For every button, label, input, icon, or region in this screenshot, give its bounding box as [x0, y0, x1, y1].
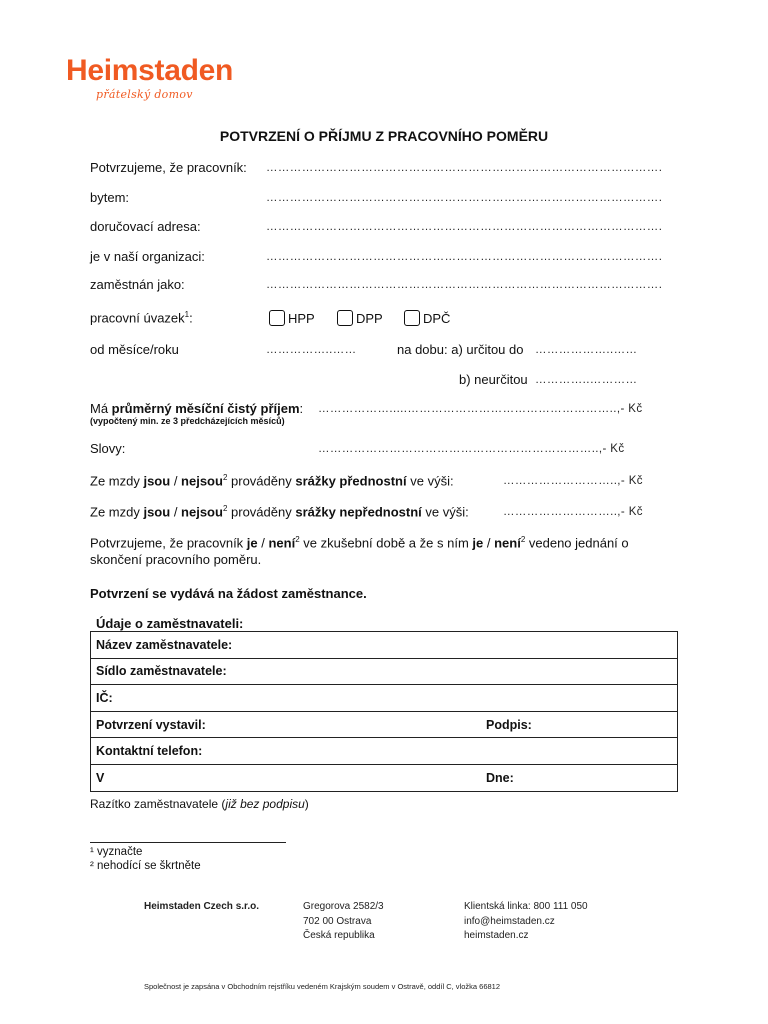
logo-tagline: přátelský domov [96, 88, 193, 101]
period-fixed-label: na dobu: a) určitou do [397, 342, 524, 357]
table-row [91, 658, 678, 685]
period-fixed-field[interactable]: ………………..…… [535, 344, 638, 356]
contract-option-dpp[interactable]: DPP [337, 310, 383, 326]
footer-address: Gregorova 2582/3 702 00 Ostrava Česká republika [303, 901, 384, 941]
stamp-note: Razítko zaměstnavatele (již bez podpisu) [90, 797, 309, 811]
date-cell[interactable]: Dne: [481, 764, 678, 791]
employer-heading: Údaje o zaměstnavateli: [96, 616, 244, 631]
period-indefinite-label: b) neurčitou [459, 372, 528, 387]
document-title: POTVRZENÍ O PŘÍJMU Z PRACOVNÍHO POMĚRU [219, 128, 549, 144]
residence-field[interactable]: ………………………………………………………………………………………. [266, 192, 663, 204]
signature-cell[interactable]: Podpis: [481, 711, 678, 738]
worker-field[interactable]: ………………………………………………………………………………………. [266, 162, 663, 174]
income-note: (vypočtený min. ze 3 předcházejících měsíců) [90, 416, 285, 426]
contract-label: pracovní úvazek$^1$: [90, 310, 193, 326]
period-indefinite-field[interactable]: …………..………… [535, 374, 638, 386]
worker-label: Potvrzujeme, že pracovník: [90, 160, 247, 175]
delivery-address-label: doručovací adresa: [90, 219, 201, 234]
table-row [91, 632, 678, 659]
footer-registry: Společnost je zapsána v Obchodním rejstříku vedeném Krajským soudem v Ostravě, oddíl C, vložka 66812 [144, 982, 501, 991]
position-field[interactable]: ………………………………………………………………………………………. [266, 279, 663, 291]
checkbox-dpc[interactable] [404, 310, 420, 326]
income-field[interactable]: ……………….....……………………………………………..,- Kč [318, 403, 643, 415]
footnote-1: ¹ vyznačte [90, 846, 143, 858]
organization-field[interactable]: ………………………………………………………………………………………. [266, 251, 663, 263]
probation-statement-line2: skončení pracovního poměru. [90, 552, 262, 567]
footnote-2: ² nehodící se škrtněte [90, 860, 201, 872]
issued-by-cell[interactable]: Potvrzení vystavil: [91, 711, 482, 738]
nonpriority-deduction-label: Ze mzdy jsou / nejsou$^2$ prováděny srážky nepřednostní ve výši: [90, 504, 469, 520]
contract-option-hpp[interactable]: HPP [269, 310, 315, 326]
footnote-separator [90, 842, 286, 843]
request-note: Potvrzení se vydává na žádost zaměstnance. [90, 586, 367, 601]
position-label: zaměstnán jako: [90, 277, 185, 292]
period-from-label: od měsíce/roku [90, 342, 179, 357]
place-cell[interactable]: V [91, 764, 482, 791]
table-row [91, 685, 678, 712]
table-row [91, 738, 678, 765]
checkbox-dpp[interactable] [337, 310, 353, 326]
footer-contact [464, 900, 588, 944]
words-label: Slovy: [90, 441, 126, 456]
contract-option-dpc[interactable]: DPČ [404, 310, 450, 326]
organization-label: je v naší organizaci: [90, 249, 205, 264]
employer-ico-cell[interactable]: IČ: [91, 685, 678, 712]
table-row [91, 711, 678, 738]
contact-phone-cell[interactable]: Kontaktní telefon: [91, 738, 678, 765]
residence-label: bytem: [90, 190, 130, 205]
checkbox-hpp[interactable] [269, 310, 285, 326]
words-field[interactable]: ……………………………………………………………..,- Kč [318, 443, 625, 455]
table-row [91, 764, 678, 791]
footer-website-link[interactable]: heimstaden.cz [464, 930, 529, 941]
employer-table [90, 631, 678, 792]
employer-seat-cell[interactable]: Sídlo zaměstnavatele: [91, 658, 678, 685]
priority-deduction-field[interactable]: ………………………..,- Kč [503, 475, 643, 487]
footer-company: Heimstaden Czech s.r.o. [144, 901, 260, 912]
income-label: Má průměrný měsíční čistý příjem: [90, 401, 304, 416]
nonpriority-deduction-field[interactable]: ………………………..,- Kč [503, 506, 643, 518]
company-logo: Heimstaden [66, 54, 234, 87]
footer-hotline: Klientská linka: 800 111 050 [464, 901, 588, 912]
period-from-field[interactable]: ……………..…… [266, 344, 357, 356]
delivery-address-field[interactable]: ………………………………………………………………………………………. [266, 221, 663, 233]
probation-statement: Potvrzujeme, že pracovník je / není$^2$ ve zkušební době a že s ním je / není$^2$ vedeno jednání o [90, 535, 629, 551]
priority-deduction-label: Ze mzdy jsou / nejsou$^2$ prováděny srážky přednostní ve výši: [90, 473, 454, 489]
employer-name-cell[interactable]: Název zaměstnavatele: [91, 632, 678, 659]
footer-email-link[interactable]: info@heimstaden.cz [464, 915, 555, 927]
